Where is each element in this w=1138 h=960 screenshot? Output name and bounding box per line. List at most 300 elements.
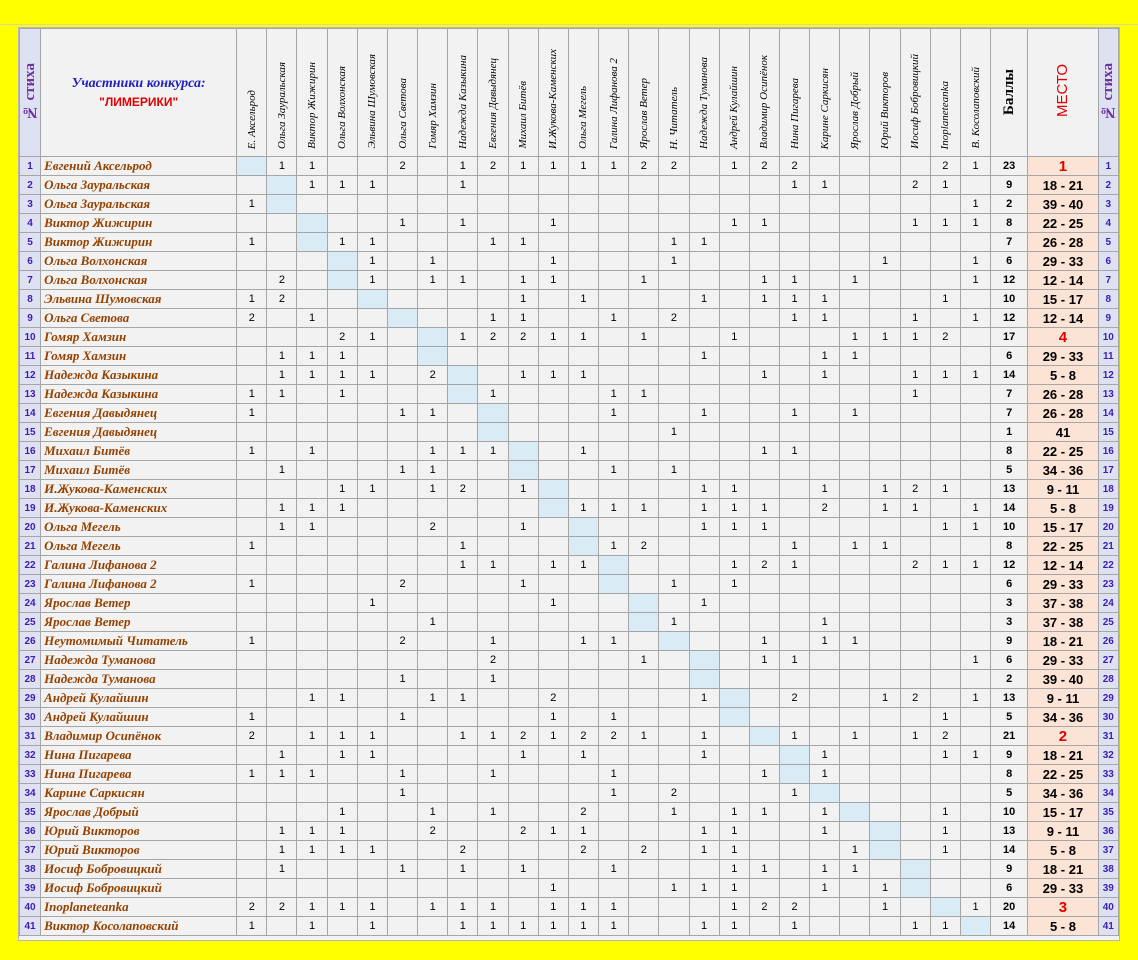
vote-cell[interactable]: 1 xyxy=(749,271,779,290)
vote-cell[interactable] xyxy=(387,803,417,822)
row-number-cell-right[interactable]: 2 xyxy=(1098,176,1118,195)
vote-cell[interactable]: 1 xyxy=(689,594,719,613)
vote-cell[interactable] xyxy=(840,176,870,195)
vote-cell[interactable] xyxy=(418,670,448,689)
vote-cell[interactable] xyxy=(930,594,960,613)
vote-cell[interactable] xyxy=(629,252,659,271)
vote-cell[interactable] xyxy=(810,841,840,860)
row-number-cell[interactable]: 4 xyxy=(20,214,41,233)
vote-cell[interactable] xyxy=(418,499,448,518)
vote-cell[interactable] xyxy=(659,442,689,461)
vote-cell[interactable] xyxy=(629,518,659,537)
vote-cell[interactable] xyxy=(538,442,568,461)
vote-cell[interactable] xyxy=(900,898,930,917)
vote-cell[interactable] xyxy=(237,366,267,385)
vote-cell[interactable]: 1 xyxy=(779,537,809,556)
row-number-cell-right[interactable]: 25 xyxy=(1098,613,1118,632)
vote-cell[interactable] xyxy=(297,803,327,822)
vote-cell[interactable] xyxy=(448,252,478,271)
vote-cell[interactable] xyxy=(629,784,659,803)
vote-cell[interactable] xyxy=(659,518,689,537)
score-cell[interactable]: 13 xyxy=(991,480,1028,499)
score-cell[interactable]: 13 xyxy=(991,689,1028,708)
row-number-cell[interactable]: 20 xyxy=(20,518,41,537)
vote-cell[interactable] xyxy=(568,252,598,271)
judge-header[interactable] xyxy=(629,29,659,157)
vote-cell[interactable]: 1 xyxy=(659,252,689,271)
vote-cell[interactable] xyxy=(960,575,990,594)
vote-cell[interactable] xyxy=(870,841,900,860)
vote-cell[interactable] xyxy=(810,689,840,708)
vote-cell[interactable] xyxy=(387,271,417,290)
vote-cell[interactable]: 1 xyxy=(749,442,779,461)
vote-cell[interactable]: 1 xyxy=(960,214,990,233)
vote-cell[interactable]: 2 xyxy=(387,632,417,651)
vote-cell[interactable] xyxy=(779,214,809,233)
place-cell[interactable]: 26 - 28 xyxy=(1028,233,1098,252)
vote-cell[interactable] xyxy=(538,404,568,423)
vote-cell[interactable] xyxy=(387,176,417,195)
vote-cell[interactable] xyxy=(418,385,448,404)
participant-name-cell[interactable]: Неутомимый Читатель xyxy=(41,632,237,651)
vote-cell[interactable] xyxy=(930,784,960,803)
vote-cell[interactable]: 1 xyxy=(387,404,417,423)
vote-cell[interactable] xyxy=(599,651,629,670)
vote-cell[interactable] xyxy=(448,385,478,404)
row-number-cell-right[interactable]: 21 xyxy=(1098,537,1118,556)
vote-cell[interactable] xyxy=(568,708,598,727)
vote-cell[interactable] xyxy=(538,651,568,670)
vote-cell[interactable] xyxy=(448,822,478,841)
vote-cell[interactable] xyxy=(237,271,267,290)
vote-cell[interactable] xyxy=(810,404,840,423)
vote-cell[interactable]: 1 xyxy=(237,708,267,727)
vote-cell[interactable]: 1 xyxy=(267,385,297,404)
vote-cell[interactable] xyxy=(568,613,598,632)
vote-cell[interactable] xyxy=(418,860,448,879)
vote-cell[interactable] xyxy=(810,214,840,233)
score-cell[interactable]: 10 xyxy=(991,290,1028,309)
place-cell[interactable]: 34 - 36 xyxy=(1028,461,1098,480)
vote-cell[interactable] xyxy=(840,499,870,518)
vote-cell[interactable]: 1 xyxy=(719,157,749,176)
vote-cell[interactable] xyxy=(689,176,719,195)
vote-cell[interactable]: 1 xyxy=(810,879,840,898)
vote-cell[interactable]: 1 xyxy=(568,157,598,176)
vote-cell[interactable] xyxy=(508,385,538,404)
place-cell[interactable]: 12 - 14 xyxy=(1028,556,1098,575)
vote-cell[interactable] xyxy=(719,233,749,252)
vote-cell[interactable] xyxy=(930,271,960,290)
place-cell[interactable]: 15 - 17 xyxy=(1028,518,1098,537)
vote-cell[interactable]: 2 xyxy=(508,328,538,347)
vote-cell[interactable] xyxy=(599,746,629,765)
vote-cell[interactable] xyxy=(418,309,448,328)
vote-cell[interactable] xyxy=(870,613,900,632)
vote-cell[interactable] xyxy=(960,670,990,689)
vote-cell[interactable] xyxy=(387,423,417,442)
vote-cell[interactable]: 2 xyxy=(629,537,659,556)
vote-cell[interactable] xyxy=(357,765,387,784)
vote-cell[interactable]: 1 xyxy=(599,385,629,404)
vote-cell[interactable] xyxy=(478,499,508,518)
vote-cell[interactable]: 1 xyxy=(719,917,749,936)
vote-cell[interactable]: 1 xyxy=(599,499,629,518)
vote-cell[interactable] xyxy=(448,309,478,328)
judge-header[interactable] xyxy=(930,29,960,157)
vote-cell[interactable]: 2 xyxy=(568,841,598,860)
vote-cell[interactable]: 2 xyxy=(749,556,779,575)
vote-cell[interactable] xyxy=(960,347,990,366)
vote-cell[interactable] xyxy=(538,670,568,689)
vote-cell[interactable] xyxy=(237,594,267,613)
vote-cell[interactable]: 1 xyxy=(508,480,538,499)
vote-cell[interactable]: 1 xyxy=(418,442,448,461)
vote-cell[interactable]: 2 xyxy=(629,157,659,176)
vote-cell[interactable]: 1 xyxy=(900,917,930,936)
vote-cell[interactable] xyxy=(689,537,719,556)
vote-cell[interactable] xyxy=(870,860,900,879)
row-number-cell-right[interactable]: 37 xyxy=(1098,841,1118,860)
vote-cell[interactable] xyxy=(387,518,417,537)
vote-cell[interactable] xyxy=(900,841,930,860)
row-number-cell[interactable]: 39 xyxy=(20,879,41,898)
participant-name-cell[interactable]: Ольга Мегель xyxy=(41,537,237,556)
vote-cell[interactable]: 1 xyxy=(508,157,538,176)
vote-cell[interactable] xyxy=(840,214,870,233)
vote-cell[interactable]: 1 xyxy=(237,442,267,461)
row-number-cell[interactable]: 7 xyxy=(20,271,41,290)
vote-cell[interactable] xyxy=(267,575,297,594)
vote-cell[interactable]: 1 xyxy=(689,290,719,309)
vote-cell[interactable] xyxy=(267,727,297,746)
vote-cell[interactable]: 2 xyxy=(930,157,960,176)
vote-cell[interactable] xyxy=(237,670,267,689)
vote-cell[interactable] xyxy=(418,347,448,366)
vote-cell[interactable] xyxy=(840,689,870,708)
vote-cell[interactable]: 1 xyxy=(418,461,448,480)
row-number-cell-right[interactable]: 14 xyxy=(1098,404,1118,423)
vote-cell[interactable]: 1 xyxy=(779,917,809,936)
place-cell[interactable]: 9 - 11 xyxy=(1028,480,1098,499)
vote-cell[interactable] xyxy=(689,366,719,385)
vote-cell[interactable] xyxy=(418,328,448,347)
title-header[interactable] xyxy=(41,29,237,157)
vote-cell[interactable] xyxy=(629,461,659,480)
vote-cell[interactable] xyxy=(810,784,840,803)
row-number-cell[interactable]: 36 xyxy=(20,822,41,841)
row-number-cell-right[interactable]: 41 xyxy=(1098,917,1118,936)
vote-cell[interactable] xyxy=(599,803,629,822)
vote-cell[interactable] xyxy=(327,575,357,594)
vote-cell[interactable] xyxy=(568,347,598,366)
vote-cell[interactable] xyxy=(357,404,387,423)
vote-cell[interactable]: 1 xyxy=(900,214,930,233)
vote-cell[interactable] xyxy=(719,176,749,195)
vote-cell[interactable] xyxy=(840,252,870,271)
vote-cell[interactable] xyxy=(568,689,598,708)
place-cell[interactable]: 2 xyxy=(1028,727,1098,746)
score-cell[interactable]: 2 xyxy=(991,195,1028,214)
vote-cell[interactable] xyxy=(237,518,267,537)
vote-cell[interactable] xyxy=(719,537,749,556)
vote-cell[interactable] xyxy=(960,765,990,784)
vote-cell[interactable] xyxy=(418,632,448,651)
judge-header[interactable] xyxy=(689,29,719,157)
vote-cell[interactable]: 2 xyxy=(508,727,538,746)
vote-cell[interactable] xyxy=(840,765,870,784)
vote-cell[interactable]: 1 xyxy=(418,252,448,271)
vote-cell[interactable]: 1 xyxy=(719,480,749,499)
vote-cell[interactable] xyxy=(689,613,719,632)
participant-name-cell[interactable]: Владимир Осипёнок xyxy=(41,727,237,746)
vote-cell[interactable]: 1 xyxy=(237,404,267,423)
vote-cell[interactable]: 2 xyxy=(478,651,508,670)
vote-cell[interactable]: 1 xyxy=(418,271,448,290)
vote-cell[interactable] xyxy=(327,252,357,271)
vote-cell[interactable]: 1 xyxy=(568,822,598,841)
vote-cell[interactable] xyxy=(599,347,629,366)
vote-cell[interactable] xyxy=(870,727,900,746)
vote-cell[interactable] xyxy=(810,917,840,936)
vote-cell[interactable] xyxy=(448,575,478,594)
vote-cell[interactable] xyxy=(870,271,900,290)
vote-cell[interactable] xyxy=(749,461,779,480)
participant-name-cell[interactable]: Евгения Давыдянец xyxy=(41,404,237,423)
vote-cell[interactable]: 1 xyxy=(810,366,840,385)
vote-cell[interactable]: 1 xyxy=(960,271,990,290)
vote-cell[interactable]: 1 xyxy=(779,309,809,328)
judge-header[interactable] xyxy=(840,29,870,157)
vote-cell[interactable] xyxy=(749,480,779,499)
vote-cell[interactable] xyxy=(568,765,598,784)
vote-cell[interactable]: 2 xyxy=(387,575,417,594)
row-number-cell-right[interactable]: 3 xyxy=(1098,195,1118,214)
vote-cell[interactable]: 1 xyxy=(418,898,448,917)
vote-cell[interactable]: 1 xyxy=(297,917,327,936)
place-cell[interactable]: 18 - 21 xyxy=(1028,176,1098,195)
vote-cell[interactable]: 2 xyxy=(237,898,267,917)
vote-cell[interactable]: 2 xyxy=(568,727,598,746)
vote-cell[interactable]: 1 xyxy=(237,765,267,784)
vote-cell[interactable]: 1 xyxy=(749,518,779,537)
judge-header[interactable] xyxy=(960,29,990,157)
vote-cell[interactable] xyxy=(327,290,357,309)
vote-cell[interactable] xyxy=(297,632,327,651)
vote-cell[interactable] xyxy=(448,404,478,423)
vote-cell[interactable]: 1 xyxy=(599,784,629,803)
vote-cell[interactable]: 1 xyxy=(297,499,327,518)
vote-cell[interactable] xyxy=(930,689,960,708)
vote-cell[interactable] xyxy=(840,385,870,404)
vote-cell[interactable]: 2 xyxy=(659,784,689,803)
vote-cell[interactable] xyxy=(659,632,689,651)
vote-cell[interactable] xyxy=(870,670,900,689)
vote-cell[interactable]: 1 xyxy=(629,328,659,347)
vote-cell[interactable] xyxy=(297,670,327,689)
vote-cell[interactable] xyxy=(237,822,267,841)
row-number-cell-right[interactable]: 32 xyxy=(1098,746,1118,765)
vote-cell[interactable] xyxy=(960,461,990,480)
row-number-cell-right[interactable]: 26 xyxy=(1098,632,1118,651)
row-number-cell[interactable]: 15 xyxy=(20,423,41,442)
vote-cell[interactable]: 1 xyxy=(538,271,568,290)
vote-cell[interactable] xyxy=(357,290,387,309)
vote-cell[interactable] xyxy=(629,803,659,822)
vote-cell[interactable] xyxy=(749,784,779,803)
vote-cell[interactable] xyxy=(810,708,840,727)
vote-cell[interactable]: 1 xyxy=(900,309,930,328)
vote-cell[interactable] xyxy=(508,556,538,575)
vote-cell[interactable]: 1 xyxy=(478,309,508,328)
judge-header[interactable] xyxy=(478,29,508,157)
vote-cell[interactable] xyxy=(840,480,870,499)
vote-cell[interactable] xyxy=(779,594,809,613)
vote-cell[interactable]: 1 xyxy=(568,366,598,385)
vote-cell[interactable]: 2 xyxy=(930,328,960,347)
vote-cell[interactable]: 1 xyxy=(870,499,900,518)
row-number-cell-right[interactable]: 5 xyxy=(1098,233,1118,252)
vote-cell[interactable] xyxy=(357,157,387,176)
vote-cell[interactable]: 1 xyxy=(568,499,598,518)
vote-cell[interactable]: 1 xyxy=(327,689,357,708)
vote-cell[interactable] xyxy=(749,385,779,404)
row-number-cell-right[interactable]: 19 xyxy=(1098,499,1118,518)
vote-cell[interactable] xyxy=(357,347,387,366)
vote-cell[interactable] xyxy=(357,442,387,461)
vote-cell[interactable]: 1 xyxy=(960,195,990,214)
vote-cell[interactable] xyxy=(508,423,538,442)
vote-cell[interactable]: 1 xyxy=(297,822,327,841)
vote-cell[interactable]: 1 xyxy=(297,176,327,195)
participant-name-cell[interactable]: Надежда Казыкина xyxy=(41,366,237,385)
score-cell[interactable]: 9 xyxy=(991,860,1028,879)
vote-cell[interactable]: 1 xyxy=(297,309,327,328)
vote-cell[interactable] xyxy=(930,651,960,670)
vote-cell[interactable]: 1 xyxy=(297,347,327,366)
vote-cell[interactable]: 1 xyxy=(810,290,840,309)
vote-cell[interactable] xyxy=(930,252,960,271)
vote-cell[interactable] xyxy=(237,214,267,233)
vote-cell[interactable] xyxy=(629,556,659,575)
place-cell[interactable]: 29 - 33 xyxy=(1028,252,1098,271)
vote-cell[interactable] xyxy=(297,860,327,879)
row-number-cell-right[interactable]: 4 xyxy=(1098,214,1118,233)
vote-cell[interactable]: 2 xyxy=(599,727,629,746)
vote-cell[interactable]: 1 xyxy=(357,252,387,271)
vote-cell[interactable]: 1 xyxy=(448,917,478,936)
score-cell[interactable]: 9 xyxy=(991,746,1028,765)
vote-cell[interactable] xyxy=(900,632,930,651)
vote-cell[interactable] xyxy=(599,613,629,632)
vote-cell[interactable] xyxy=(237,423,267,442)
vote-cell[interactable] xyxy=(960,803,990,822)
vote-cell[interactable] xyxy=(267,233,297,252)
vote-cell[interactable]: 1 xyxy=(387,670,417,689)
vote-cell[interactable] xyxy=(357,879,387,898)
score-cell[interactable]: 6 xyxy=(991,347,1028,366)
vote-cell[interactable] xyxy=(237,841,267,860)
vote-cell[interactable]: 2 xyxy=(900,176,930,195)
row-number-cell[interactable]: 35 xyxy=(20,803,41,822)
vote-cell[interactable] xyxy=(689,765,719,784)
vote-cell[interactable] xyxy=(327,917,357,936)
vote-cell[interactable]: 1 xyxy=(960,651,990,670)
vote-cell[interactable] xyxy=(900,423,930,442)
vote-cell[interactable]: 1 xyxy=(840,860,870,879)
score-cell[interactable]: 3 xyxy=(991,613,1028,632)
row-number-cell[interactable]: 24 xyxy=(20,594,41,613)
vote-cell[interactable]: 1 xyxy=(960,157,990,176)
vote-cell[interactable] xyxy=(960,233,990,252)
vote-cell[interactable] xyxy=(659,917,689,936)
vote-cell[interactable] xyxy=(689,784,719,803)
row-number-cell-right[interactable]: 27 xyxy=(1098,651,1118,670)
vote-cell[interactable] xyxy=(267,708,297,727)
vote-cell[interactable] xyxy=(538,765,568,784)
vote-cell[interactable]: 1 xyxy=(327,727,357,746)
vote-cell[interactable] xyxy=(900,195,930,214)
vote-cell[interactable] xyxy=(810,556,840,575)
row-number-cell[interactable]: 17 xyxy=(20,461,41,480)
place-cell[interactable]: 9 - 11 xyxy=(1028,689,1098,708)
row-number-cell-right[interactable]: 7 xyxy=(1098,271,1118,290)
vote-cell[interactable]: 1 xyxy=(448,556,478,575)
vote-cell[interactable] xyxy=(779,518,809,537)
vote-cell[interactable] xyxy=(387,917,417,936)
vote-cell[interactable] xyxy=(779,708,809,727)
vote-cell[interactable] xyxy=(387,613,417,632)
vote-cell[interactable] xyxy=(900,670,930,689)
vote-cell[interactable]: 1 xyxy=(960,309,990,328)
vote-cell[interactable]: 1 xyxy=(599,708,629,727)
vote-cell[interactable] xyxy=(719,613,749,632)
vote-cell[interactable]: 1 xyxy=(448,328,478,347)
participant-name-cell[interactable]: Юрий Викторов xyxy=(41,841,237,860)
vote-cell[interactable] xyxy=(508,347,538,366)
vote-cell[interactable] xyxy=(387,347,417,366)
vote-cell[interactable]: 1 xyxy=(930,556,960,575)
vote-cell[interactable]: 1 xyxy=(689,917,719,936)
vote-cell[interactable] xyxy=(659,556,689,575)
vote-cell[interactable]: 2 xyxy=(779,898,809,917)
row-number-cell-right[interactable]: 29 xyxy=(1098,689,1118,708)
vote-cell[interactable]: 1 xyxy=(568,632,598,651)
vote-cell[interactable] xyxy=(448,613,478,632)
vote-cell[interactable] xyxy=(870,822,900,841)
vote-cell[interactable] xyxy=(960,290,990,309)
vote-cell[interactable] xyxy=(478,271,508,290)
score-cell[interactable]: 14 xyxy=(991,366,1028,385)
vote-cell[interactable]: 2 xyxy=(930,727,960,746)
vote-cell[interactable] xyxy=(418,575,448,594)
row-number-cell[interactable]: 27 xyxy=(20,651,41,670)
vote-cell[interactable] xyxy=(237,499,267,518)
vote-cell[interactable] xyxy=(267,651,297,670)
vote-cell[interactable] xyxy=(357,309,387,328)
vote-cell[interactable]: 1 xyxy=(749,803,779,822)
vote-cell[interactable] xyxy=(689,556,719,575)
vote-cell[interactable] xyxy=(659,385,689,404)
vote-cell[interactable] xyxy=(508,195,538,214)
vote-cell[interactable] xyxy=(267,670,297,689)
vote-cell[interactable] xyxy=(508,461,538,480)
vote-cell[interactable] xyxy=(599,480,629,499)
vote-cell[interactable] xyxy=(538,461,568,480)
vote-cell[interactable] xyxy=(779,233,809,252)
vote-cell[interactable] xyxy=(448,594,478,613)
vote-cell[interactable] xyxy=(599,822,629,841)
